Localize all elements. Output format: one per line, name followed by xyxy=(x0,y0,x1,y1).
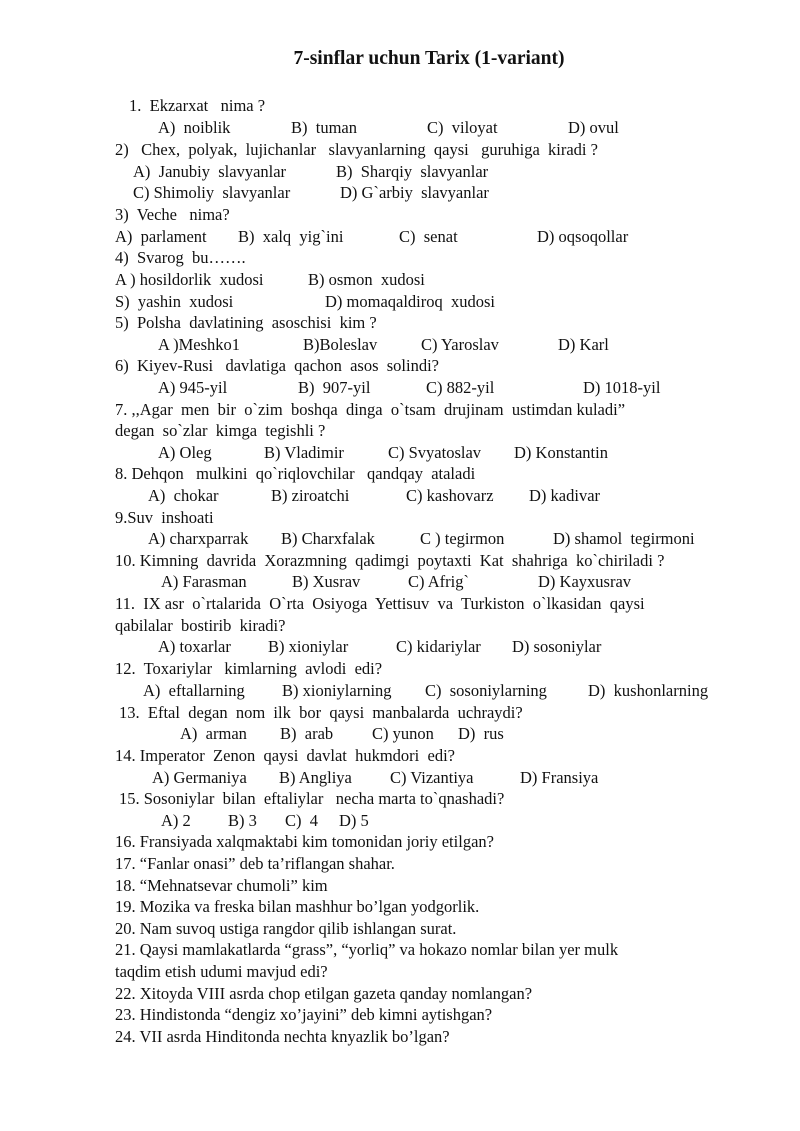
q11-option-c: C) kidariylar xyxy=(396,637,481,656)
q7-option-a: A) Oleg xyxy=(158,443,212,462)
page-title: 7-sinflar uchun Tarix (1-variant) xyxy=(293,48,565,69)
q2-option-b: B) Sharqiy slavyanlar xyxy=(336,162,489,181)
q5-option-a: A )Meshko1 xyxy=(158,335,241,354)
q7-option-d: D) Konstantin xyxy=(514,443,608,462)
q10-option-d: D) Kayxusrav xyxy=(538,572,632,591)
question-5: 5) Polsha davlatining asoschisi kim ? xyxy=(115,313,377,332)
question-2: 2) Chex, polyak, lujichanlar slavyanlarning qaysi guruhiga kiradi ? xyxy=(115,140,598,159)
question-12: 12. Toxariylar kimlarning avlodi edi? xyxy=(115,659,383,678)
q6-option-c: C) 882-yil xyxy=(426,378,495,397)
question-1: 1. Ekzarxat nima ? xyxy=(129,96,266,115)
question-23: 23. Hindistonda “dengiz xo’jayini” deb kimni aytishgan? xyxy=(115,1005,493,1024)
q4-option-c: S) yashin xudosi xyxy=(115,292,234,311)
q14-option-a: A) Germaniya xyxy=(152,768,247,787)
q9-option-d: D) shamol tegirmoni xyxy=(553,529,695,548)
question-17: 17. “Fanlar onasi” deb ta’riflangan shahar. xyxy=(115,854,395,873)
q6-option-d: D) 1018-yil xyxy=(583,378,661,397)
question-8: 8. Dehqon mulkini qo`riqlovchilar qandqay ataladi xyxy=(115,464,476,483)
q9-option-a: A) charxparrak xyxy=(148,529,249,548)
question-18: 18. “Mehnatsevar chumoli” kim xyxy=(115,876,328,895)
question-20: 20. Nam suvoq ustiga rangdor qilib ishlangan surat. xyxy=(115,919,457,938)
q2-option-d: D) G`arbiy slavyanlar xyxy=(340,183,489,202)
q13-option-c: C) yunon xyxy=(372,724,434,743)
q8-option-a: A) chokar xyxy=(148,486,219,505)
question-13: 13. Eftal degan nom ilk bor qaysi manbalarda uchraydi? xyxy=(119,703,523,722)
q15-option-b: B) 3 xyxy=(228,811,257,830)
q13-option-d: D) rus xyxy=(458,724,504,743)
q5-option-b: B)Boleslav xyxy=(303,335,378,354)
q4-option-a: A ) hosildorlik xudosi xyxy=(115,270,264,289)
q2-option-c: C) Shimoliy slavyanlar xyxy=(133,183,291,202)
q2-option-a: A) Janubiy slavyanlar xyxy=(133,162,287,181)
q3-option-b: B) xalq yig`ini xyxy=(238,227,344,246)
question-24: 24. VII asrda Hinditonda nechta knyazlik bo’lgan? xyxy=(115,1027,450,1046)
question-4: 4) Svarog bu……. xyxy=(115,248,246,267)
q10-option-c: C) Afrig` xyxy=(408,572,469,591)
q14-option-b: B) Angliya xyxy=(279,768,352,787)
question-16: 16. Fransiyada xalqmaktabi kim tomonidan joriy etilgan? xyxy=(115,832,494,851)
q14-option-c: C) Vizantiya xyxy=(390,768,474,787)
q10-option-a: A) Farasman xyxy=(161,572,247,591)
q1-option-a: A) noiblik xyxy=(158,118,231,137)
q15-option-d: D) 5 xyxy=(339,811,369,830)
q11-option-b: B) xioniylar xyxy=(268,637,349,656)
q6-option-b: B) 907-yil xyxy=(298,378,371,397)
q8-option-b: B) ziroatchi xyxy=(271,486,350,505)
q11-option-a: A) toxarlar xyxy=(158,637,231,656)
q7-option-c: C) Svyatoslav xyxy=(388,443,482,462)
question-15: 15. Sosoniylar bilan eftaliylar necha marta to`qnashadi? xyxy=(119,789,505,808)
question-7-cont: degan so`zlar kimga tegishli ? xyxy=(115,421,326,440)
question-3: 3) Veche nima? xyxy=(115,205,230,224)
q1-option-c: C) viloyat xyxy=(427,118,498,137)
q14-option-d: D) Fransiya xyxy=(520,768,599,787)
q12-option-d: D) kushonlarning xyxy=(588,681,709,700)
q12-option-c: C) sosoniylarning xyxy=(425,681,547,700)
q5-option-c: C) Yaroslav xyxy=(421,335,499,354)
q12-option-b: B) xioniylarning xyxy=(282,681,392,700)
q5-option-d: D) Karl xyxy=(558,335,609,354)
q13-option-b: B) arab xyxy=(280,724,334,743)
q15-option-a: A) 2 xyxy=(161,811,191,830)
q11-option-d: D) sosoniylar xyxy=(512,637,602,656)
question-14: 14. Imperator Zenon qaysi davlat hukmdori edi? xyxy=(115,746,455,765)
q10-option-b: B) Xusrav xyxy=(292,572,361,591)
question-6: 6) Kiyev-Rusi davlatiga qachon asos solindi? xyxy=(115,356,439,375)
q13-option-a: A) arman xyxy=(180,724,247,743)
q4-option-d: D) momaqaldiroq xudosi xyxy=(325,292,496,311)
q3-option-c: C) senat xyxy=(399,227,458,246)
q3-option-a: A) parlament xyxy=(115,227,207,246)
q8-option-c: C) kashovarz xyxy=(406,486,494,505)
q9-option-b: B) Charxfalak xyxy=(281,529,375,548)
q6-option-a: A) 945-yil xyxy=(158,378,228,397)
q15-option-c: C) 4 xyxy=(285,811,318,830)
q8-option-d: D) kadivar xyxy=(529,486,601,505)
q4-option-b: B) osmon xudosi xyxy=(308,270,425,289)
question-19: 19. Mozika va freska bilan mashhur bo’lgan yodgorlik. xyxy=(115,897,480,916)
question-10: 10. Kimning davrida Xorazmning qadimgi poytaxti Kat shahriga ko`chiriladi ? xyxy=(115,551,665,570)
q1-option-d: D) ovul xyxy=(568,118,619,137)
question-7: 7. ,,Agar men bir o`zim boshqa dinga o`tsam drujinam ustimdan kuladi” xyxy=(115,400,626,419)
q1-option-b: B) tuman xyxy=(291,118,357,137)
question-11-cont: qabilalar bostirib kiradi? xyxy=(115,616,286,635)
q7-option-b: B) Vladimir xyxy=(264,443,344,462)
q12-option-a: A) eftallarning xyxy=(143,681,245,700)
q9-option-c: C ) tegirmon xyxy=(420,529,505,548)
q3-option-d: D) oqsoqollar xyxy=(537,227,629,246)
question-21-cont: taqdim etish udumi mavjud edi? xyxy=(115,962,328,981)
question-11: 11. IX asr o`rtalarida O`rta Osiyoga Yettisuv va Turkiston o`lkasidan qaysi xyxy=(115,594,645,613)
question-21: 21. Qaysi mamlakatlarda “grass”, “yorliq” va hokazo nomlar bilan yer mulk xyxy=(115,940,619,959)
question-9: 9.Suv inshoati xyxy=(115,508,214,527)
question-22: 22. Xitoyda VIII asrda chop etilgan gazeta qanday nomlangan? xyxy=(115,984,533,1003)
